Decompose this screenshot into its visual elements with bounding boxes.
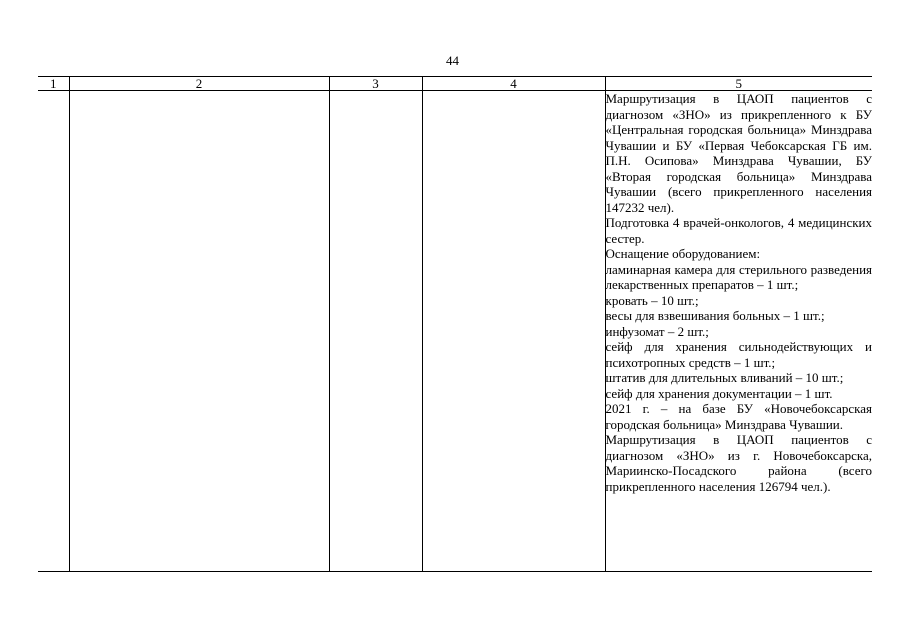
column-header-2: 2 <box>69 77 329 91</box>
paragraph: штатив для длительных вливаний – 10 шт.; <box>605 370 844 385</box>
table-row <box>38 91 872 572</box>
paragraph: сейф для хранения сильнодействующих и психотропных средств – 1 шт.; <box>605 339 872 370</box>
cell-col4 <box>422 91 605 572</box>
cell-col5 <box>605 91 872 572</box>
paragraph: ламинарная камера для стерильного разведения лекарственных препаратов – 1 шт.; <box>605 261 872 292</box>
column-header-5: 5 <box>605 77 872 91</box>
paragraph: кровать – 10 шт.; <box>605 292 699 308</box>
page-number: 44 <box>446 53 459 68</box>
paragraph: инфузомат – 2 шт.; <box>605 323 709 339</box>
table-header-row <box>38 77 872 91</box>
paragraph: Подготовка 4 врачей-онкологов, 4 медицинских сестер. <box>605 215 872 246</box>
paragraph: Оснащение оборудованием: <box>605 246 761 261</box>
paragraph: сейф для хранения документации – 1 шт. <box>605 385 833 401</box>
cell-col2 <box>69 91 329 572</box>
paragraph: весы для взвешивания больных – 1 шт.; <box>605 308 825 323</box>
paragraph: 2021 г. – на базе БУ «Новочебоксарская городская больница» Минздрава Чувашии. <box>605 401 872 432</box>
paragraph: Маршрутизация в ЦАОП пациентов с диагнозом «ЗНО» из прикрепленного к БУ «Центральная городская больница» Минздрава Чувашии и БУ «Первая Чебоксарская ГБ им. П.Н. Осипова» Минздрава Чувашии, БУ «Вторая городская больница» Минздрава Чувашии (всего прикрепленного населения 147232 чел). <box>605 91 872 215</box>
column-header-1: 1 <box>38 77 69 91</box>
column-header-3: 3 <box>329 77 422 91</box>
document-table <box>38 76 872 572</box>
cell-col3 <box>329 91 422 572</box>
cell-col1 <box>38 91 69 572</box>
column-header-4: 4 <box>422 77 605 91</box>
paragraph: Маршрутизация в ЦАОП пациентов с диагнозом «ЗНО» из г. Новочебоксарска, Мариинско-Посадского района (всего прикрепленного населения 126794 чел.). <box>605 432 872 494</box>
